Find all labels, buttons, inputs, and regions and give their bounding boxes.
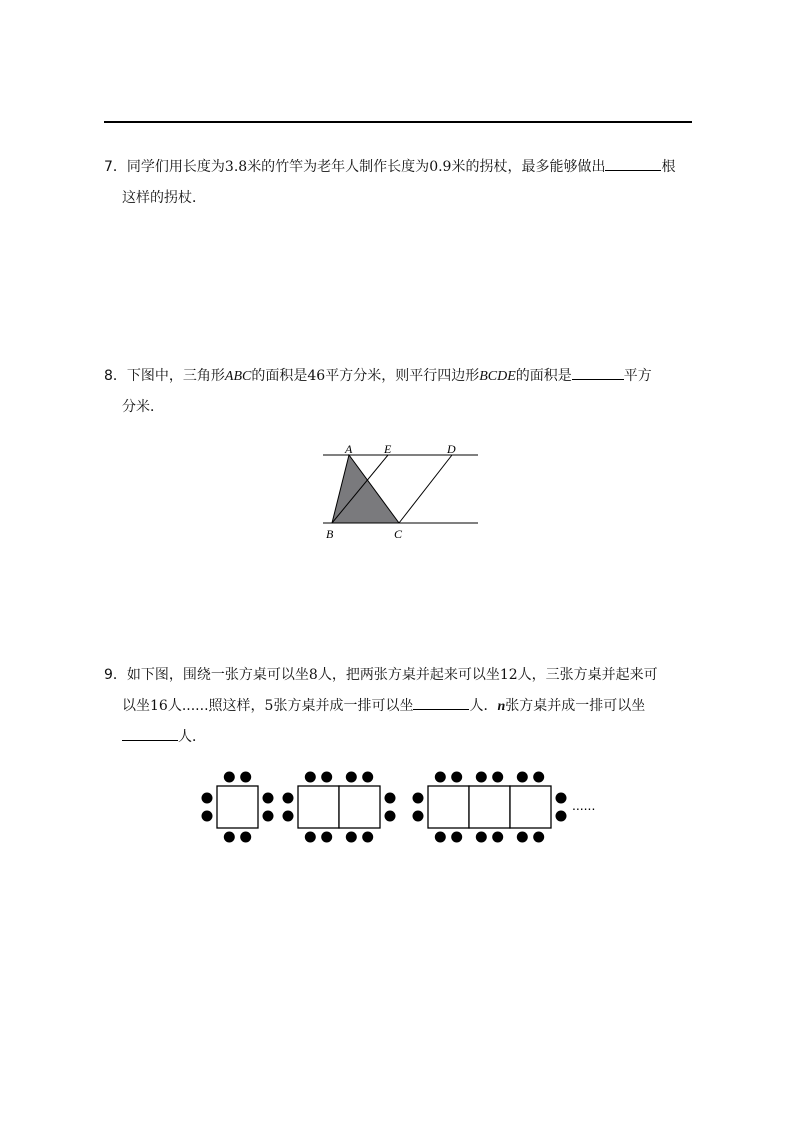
question-9-line-2: 以坐16人......照这样，5张方桌并成一排可以坐 人．n张方桌并成一排可以坐 (104, 691, 694, 722)
question-number: 8． (104, 368, 127, 384)
seat (517, 832, 528, 843)
seat (413, 793, 424, 804)
seat (451, 832, 462, 843)
seat (202, 811, 213, 822)
seat (263, 811, 274, 822)
seat (321, 832, 332, 843)
seat (362, 832, 373, 843)
table-group-2 (283, 772, 396, 843)
label-d: D (447, 442, 456, 456)
seat (492, 772, 503, 783)
question-8 (104, 361, 694, 423)
seat (305, 832, 316, 843)
seat (533, 772, 544, 783)
answer-blank[interactable] (122, 724, 178, 741)
square-table (428, 786, 469, 828)
seat (517, 772, 528, 783)
answer-blank[interactable] (413, 693, 469, 710)
seat (413, 811, 424, 822)
seat (435, 772, 446, 783)
seat (346, 832, 357, 843)
seat (240, 772, 251, 783)
seat (346, 772, 357, 783)
table-group-1 (202, 772, 274, 843)
seat (492, 832, 503, 843)
seat (385, 793, 396, 804)
triangle-abc (332, 455, 399, 523)
question-7-line-2: 这样的拐杖． (122, 190, 206, 206)
square-table (339, 786, 380, 828)
label-b: B (326, 527, 334, 541)
square-table (298, 786, 339, 828)
square-table (510, 786, 551, 828)
question-7 (104, 152, 694, 214)
question-number: 7． (104, 159, 127, 175)
seat (362, 772, 373, 783)
seat (556, 793, 567, 804)
seat (435, 832, 446, 843)
seat (202, 793, 213, 804)
segment-cd (399, 455, 452, 523)
answer-blank[interactable] (572, 363, 624, 380)
seat (556, 811, 567, 822)
question-8-line-1: 8．下图中，三角形ABC的面积是46平方分米，则平行四边形BCDE的面积是 平方 (104, 361, 694, 392)
question-7-line-1: 7．同学们用长度为3.8米的竹竿为老年人制作长度为0.9米的拐杖，最多能够做出 根 (104, 152, 694, 183)
square-table (469, 786, 510, 828)
table-group-3 (413, 772, 567, 843)
header-rule (104, 121, 692, 123)
tables-figure (195, 765, 615, 849)
seat (283, 793, 294, 804)
seat (451, 772, 462, 783)
seat (305, 772, 316, 783)
seat (385, 811, 396, 822)
answer-blank[interactable] (605, 154, 661, 171)
question-number: 9． (104, 667, 127, 683)
square-table (217, 786, 258, 828)
seat (476, 832, 487, 843)
question-8-line-2: 分米． (122, 399, 164, 415)
seat (283, 811, 294, 822)
label-e: E (384, 442, 392, 456)
question-9 (104, 660, 694, 753)
seat (263, 793, 274, 804)
seat (224, 772, 235, 783)
ellipsis: ...... (572, 797, 596, 813)
parallelogram-figure (318, 440, 484, 544)
label-c: C (394, 527, 403, 541)
seat (240, 832, 251, 843)
question-9-line-1: 9．如下图，围绕一张方桌可以坐8人，把两张方桌并起来可以坐12人，三张方桌并起来可 (104, 660, 694, 691)
seat (224, 832, 235, 843)
seat (533, 832, 544, 843)
label-a: A (345, 442, 353, 456)
question-9-line-3: 人． (104, 722, 694, 753)
seat (321, 772, 332, 783)
seat (476, 772, 487, 783)
